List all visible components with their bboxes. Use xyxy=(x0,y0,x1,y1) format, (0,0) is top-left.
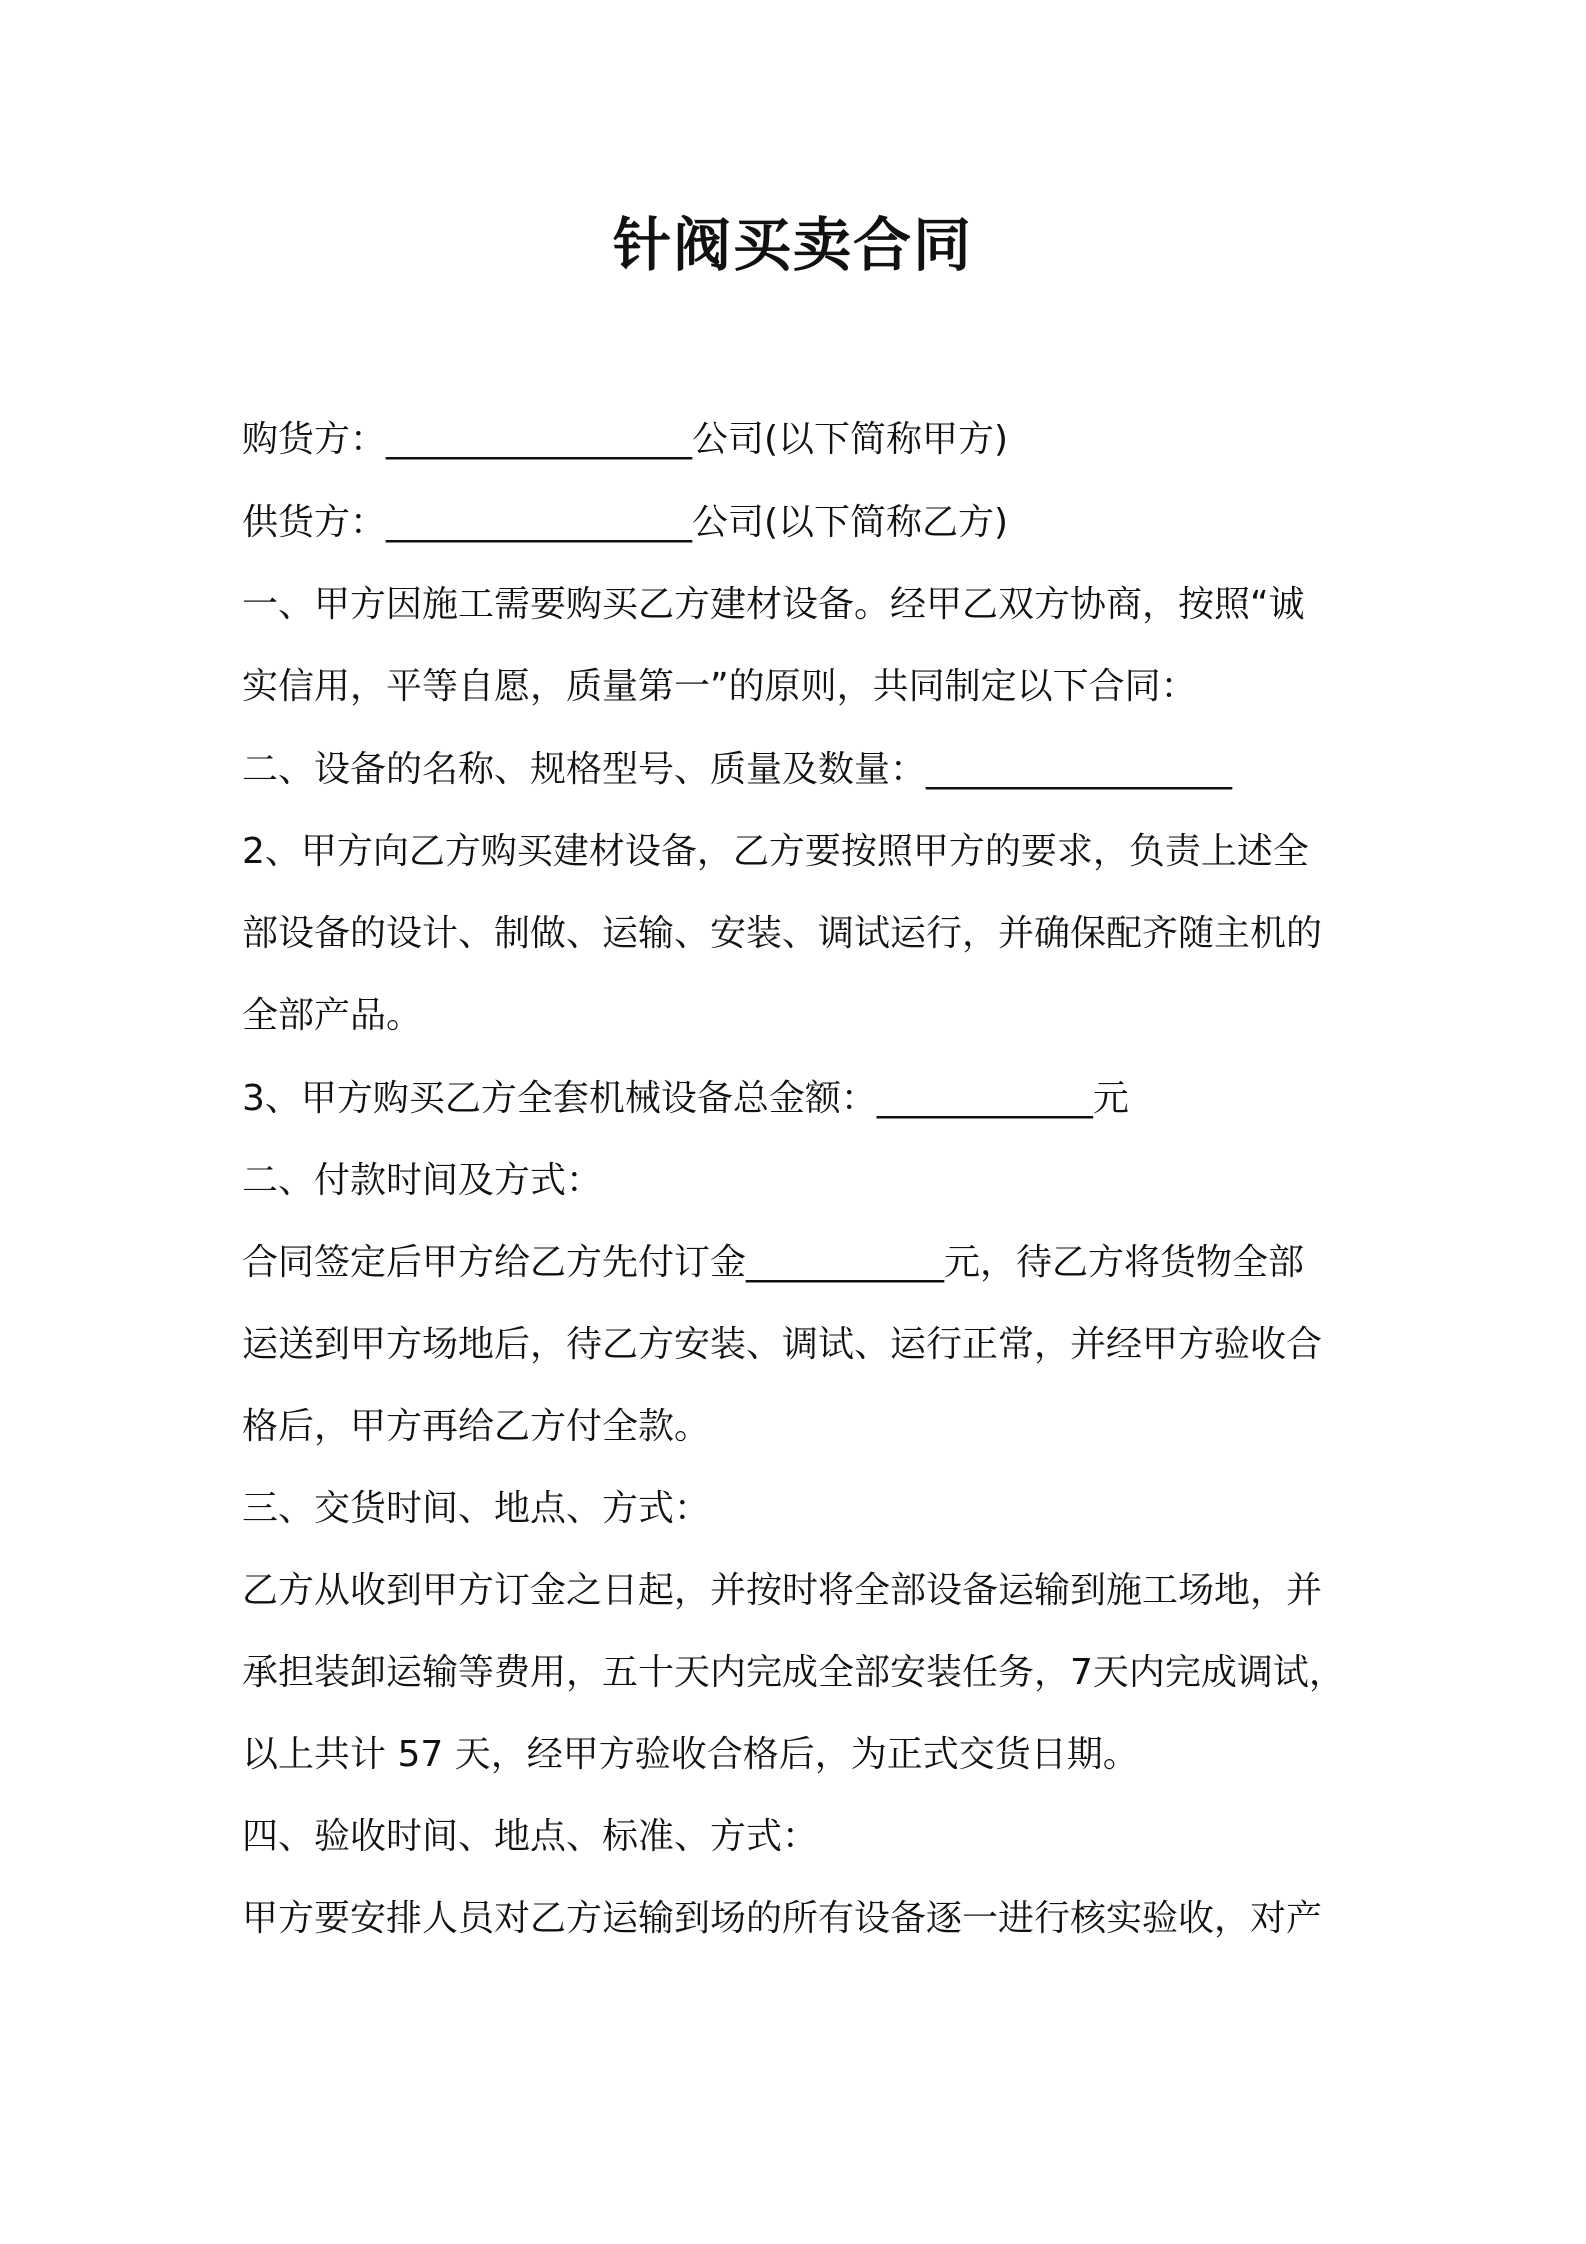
clause-2-item-3: 3、甲方购买乙方全套机械设备总金额：____________元 xyxy=(242,1078,1129,1119)
clause-1-line-2: 实信用，平等自愿，质量第一”的原则，共同制定以下合同： xyxy=(242,666,1197,707)
supplier-line: 供货方：_________________公司(以下简称乙方) xyxy=(242,502,1009,543)
clause-1-line-1: 一、甲方因施工需要购买乙方建材设备。经甲乙双方协商，按照“诚 xyxy=(242,584,1305,625)
payment-heading: 二、付款时间及方式： xyxy=(242,1160,603,1201)
clause-2-item-2-line-3: 全部产品。 xyxy=(242,995,423,1036)
acceptance-line-1: 甲方要安排人员对乙方运输到场的所有设备逐一进行核实验收，对产 xyxy=(242,1898,1323,1939)
clause-2-item-2-line-1: 2、甲方向乙方购买建材设备，乙方要按照甲方的要求，负责上述全 xyxy=(242,831,1309,872)
delivery-line-2: 承担装卸运输等费用，五十天内完成全部安装任务，7天内完成调试， xyxy=(242,1652,1345,1693)
delivery-line-3: 以上共计 57 天，经甲方验收合格后，为正式交货日期。 xyxy=(242,1734,1139,1775)
clause-2-item-2-line-2: 部设备的设计、制做、运输、安装、调试运行，并确保配齐随主机的 xyxy=(242,913,1323,954)
payment-line-1: 合同签定后甲方给乙方先付订金___________元，待乙方将货物全部 xyxy=(242,1242,1305,1283)
document-title: 针阀买卖合同 xyxy=(612,211,973,279)
payment-line-3: 格后，甲方再给乙方付全款。 xyxy=(242,1406,711,1447)
buyer-line: 购货方：_________________公司(以下简称甲方) xyxy=(242,419,1009,460)
delivery-line-1: 乙方从收到甲方订金之日起，并按时将全部设备运输到施工场地，并 xyxy=(242,1570,1323,1611)
delivery-heading: 三、交货时间、地点、方式： xyxy=(242,1488,711,1529)
clause-2-heading: 二、设备的名称、规格型号、质量及数量：_________________ xyxy=(242,749,1233,790)
payment-line-2: 运送到甲方场地后，待乙方安装、调试、运行正常，并经甲方验收合 xyxy=(242,1324,1323,1365)
acceptance-heading: 四、验收时间、地点、标准、方式： xyxy=(242,1816,819,1857)
